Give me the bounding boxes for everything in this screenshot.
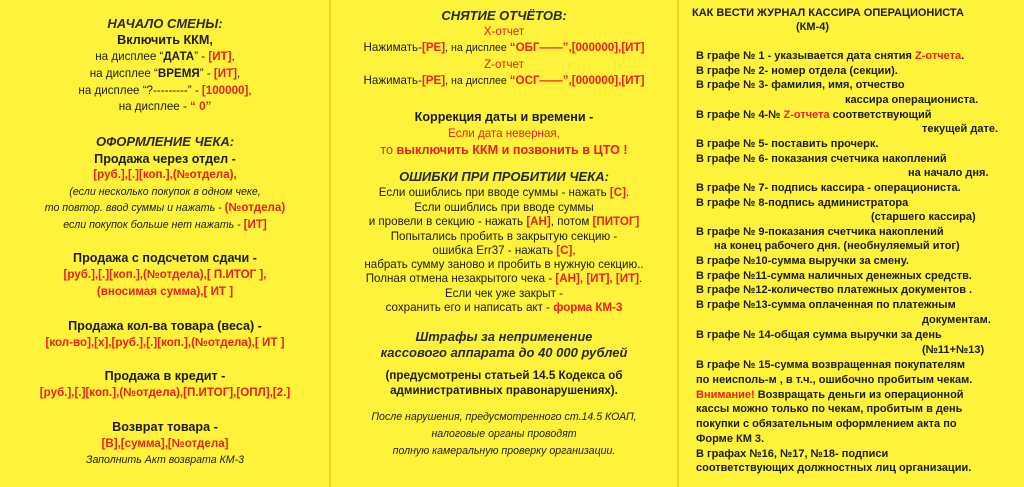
heading-errors: ОШИБКИ ПРИ ПРОБИТИИ ЧЕКА: [399, 169, 609, 184]
column-2-row: В графе № 2- номер отдела (секции). [696, 65, 898, 77]
journal-subtitle: (КМ-4) [796, 21, 829, 33]
sale-by-dept-note3: если покупок больше нет нажать - [ИТ] [63, 218, 267, 231]
sale-credit-title: Продажа в кредит - [104, 369, 226, 383]
column-3-row: В графе № 3- фамилия, имя, отчество [696, 79, 905, 91]
sale-with-change-keys2: (вносимая сумма),[ ИТ ] [96, 285, 234, 298]
column-14-row-cont: (№11+№13) [922, 344, 985, 356]
column-13-row: В графе №13-сумма оплаченная по платежным [696, 299, 956, 311]
column-14-row: В графе № 14-общая сумма выручки за день [696, 329, 942, 341]
display-time-line: на дисплее “ВРЕМЯ” - [ИТ], [89, 67, 241, 80]
warning-line4: Форме КМ 3. [696, 433, 765, 445]
fines-title1: Штрафы за неприменение [415, 329, 593, 344]
heading-check: ОФОРМЛЕНИЕ ЧЕКА: [95, 134, 235, 149]
sale-with-change-title: Продажа с подсчетом сдачи - [73, 251, 257, 265]
sale-by-weight-keys: [кол-во],[х],[руб.],[.][коп.],(№отдела),[ ИТ ] [45, 336, 285, 349]
sale-credit-keys: [руб.],[.][коп.],(№отдела),[П.ИТОГ],[ОПЛ],[2.] [39, 386, 291, 399]
correction-line2: то выключить ККМ и позвонить в ЦТО ! [380, 143, 628, 157]
column-5-row: В графе № 5- поставить прочерк. [696, 138, 879, 150]
error-line4: Попытались пробить в закрытую секцию - [390, 230, 618, 243]
column-13-row-cont: документам. [922, 314, 991, 326]
panel-reports-and-errors [330, 0, 678, 487]
heading-shift-start: НАЧАЛО СМЕНЫ: [107, 16, 223, 31]
x-report-keys: Нажимать-[РЕ], на дисплее “ОБГ——”,[000000],[ИТ] [363, 41, 645, 54]
sale-by-dept-note1: (если несколько покупок в одном чеке, [69, 186, 261, 198]
sale-by-dept-title: Продажа через отдел - [94, 152, 236, 166]
column-3-row-cont: кассира операциониста. [845, 94, 979, 106]
panel-shift-and-checks [0, 0, 330, 487]
column-8-row-cont: (старшего кассира) [871, 211, 976, 223]
column-6-row: В графе № 6- показания счетчика накоплений [696, 153, 947, 165]
law-line1: (предусмотрены статьей 14.5 Кодекса об [385, 369, 623, 382]
journal-title: КАК ВЕСТИ ЖУРНАЛ КАССИРА ОПЕРАЦИОНИСТА [692, 7, 964, 19]
return-title: Возврат товара - [112, 420, 218, 434]
column-6-row-cont: на начало дня. [908, 167, 989, 179]
error-line3: и провели в секцию - нажать [АН], потом [ПИТОГ] [368, 215, 640, 228]
warning-line2: кассы можно только по чекам, пробитым в день [696, 403, 963, 415]
z-report-title: Z-отчет [484, 58, 524, 71]
error-line5: ошибка Err37 - нажать [С], [432, 244, 576, 257]
column-9-row: В графе № 9-показания счетчика накоплений [696, 226, 944, 238]
column-16-18-row: В графах №16, №17, №18- подписи [696, 448, 889, 460]
column-10-row: В графе №10-сумма выручки за смену. [696, 255, 909, 267]
column-4-row-cont: текущей дате. [922, 123, 999, 135]
column-11-row: В графе №11-сумма наличных денежных средств. [696, 270, 972, 282]
after-line3: полную камеральную проверку организации. [392, 445, 616, 457]
column-15-row-cont: по неисполь-м , в т.ч., ошибочно пробитым чекам. [696, 374, 973, 386]
panel-cashier-journal [678, 0, 1024, 487]
display-date-line: на дисплее “ДАТА” - [ИТ], [95, 50, 235, 63]
column-15-row: В графе № 15-сумма возвращенная покупателям [696, 359, 966, 371]
correction-title: Коррекция даты и времени - [414, 110, 594, 124]
error-line9: сохранить его и написать акт - форма КМ-3 [385, 301, 623, 314]
column-12-row: В графе №12-количество платежных документов . [696, 284, 973, 296]
sale-with-change-keys1: [руб.],[.][коп.],(№отдела),[ П.ИТОГ ], [63, 268, 267, 281]
law-line2: административных правонарушениях). [390, 384, 618, 397]
after-line1: После нарушения, предусмотренного ст.14.5 КОАП, [371, 411, 637, 423]
column-9-row-cont: на конец рабочего дня. (необнуляемый итог) [714, 240, 960, 252]
display-question-line: на дисплее “?---------” - [100000], [78, 84, 252, 97]
fines-title2: кассового аппарата до 40 000 рублей [380, 345, 628, 360]
column-1-row: В графе № 1 - указывается дата снятия Z-отчета. [696, 50, 965, 62]
error-line7: Полная отмена незакрытого чека - [АН], [ИТ], [ИТ]. [365, 272, 643, 285]
column-4-row: В графе № 4-№ Z-отчета соответствующий [696, 109, 932, 121]
sale-by-dept-note2: то повтор. ввод суммы и нажать - (№отдела) [44, 201, 286, 214]
error-line1: Если ошиблись при вводе суммы - нажать [С]. [378, 186, 630, 199]
display-zero-line: на дисплее - “ 0” [118, 100, 212, 113]
heading-reports: СНЯТИЕ ОТЧЁТОВ: [441, 8, 567, 23]
x-report-title: Х-отчет [483, 25, 525, 38]
error-line2: Если ошиблись при вводе суммы [414, 201, 594, 214]
warning-line3: покупки с обязательным оформлением акта по [696, 418, 957, 430]
error-line8: Если чек уже закрыт - [444, 287, 563, 300]
turn-on-ccm: Включить ККМ, [117, 33, 213, 47]
z-report-keys: Нажимать-[РЕ], на дисплее “ОСГ——”,[000000],[ИТ] [363, 74, 645, 87]
column-16-18-row-cont: соответствующих должностных лиц организации. [696, 462, 972, 474]
sale-by-dept-keys: [руб.],[.][коп.],(№отдела), [93, 168, 237, 181]
error-line6: набрать сумму заново и пробить в нужную секцию.. [364, 258, 644, 271]
warning-line1: Внимание! Возвращать деньги из операционной [696, 389, 964, 401]
correction-line1: Если дата неверная, [448, 127, 560, 140]
sale-by-weight-title: Продажа кол-ва товара (веса) - [68, 319, 262, 333]
after-line2: налоговые органы проводят [431, 428, 577, 440]
column-7-row: В графе № 7- подпись кассира - операциониста. [696, 182, 961, 194]
return-keys: [В],[сумма],[№отдела] [101, 437, 229, 450]
column-8-row: В графе № 8-подпись администратора [696, 197, 909, 209]
return-note: Заполнить Акт возврата КМ-3 [85, 454, 245, 466]
